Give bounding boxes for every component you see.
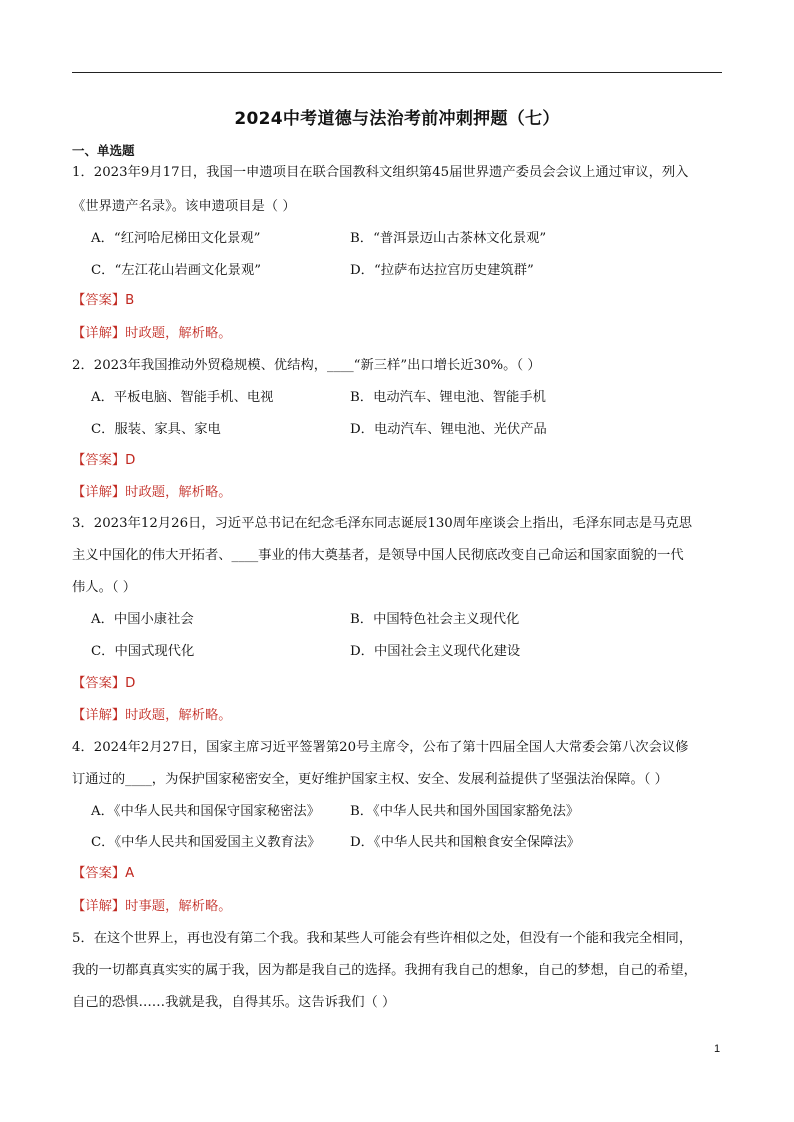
question-4-answer: 【答案】A [72,866,135,881]
question-1-line-1: 1．2023年9月17日，我国一申遗项目在联合国教科文组织第45届世界遗产委员会会议上通过审议，列入 [72,165,689,180]
question-3-detail: 【详解】时政题，解析略。 [72,708,232,723]
question-3-option-a: A．中国小康社会 [91,612,194,627]
page-number: 1 [714,1043,721,1055]
question-2-option-a: A．平板电脑、智能手机、电视 [91,390,274,405]
question-4-line-2: 订通过的____，为保护国家秘密安全，更好维护国家主权、安全、发展利益提供了坚强法治保障。（ ） [72,772,668,787]
question-5-line-2: 我的一切都真真实实的属于我，因为都是我自己的选择。我拥有我自己的想象，自己的梦想，自己的希望， [72,963,697,978]
question-3-line-2: 主义中国化的伟大开拓者、____事业的伟大奠基者，是领导中国人民彻底改变自己命运和国家面貌的一代 [72,548,684,563]
question-2-detail: 【详解】时政题，解析略。 [72,485,232,500]
question-3-line-3: 伟人。（ ） [72,580,137,595]
question-4-option-d: D．《中华人民共和国粮食安全保障法》 [350,835,581,850]
question-2-option-b: B．电动汽车、锂电池、智能手机 [350,390,546,405]
question-1-option-a: A．“红河哈尼梯田文化景观” [91,231,261,246]
question-2-option-d: D．电动汽车、锂电池、光伏产品 [350,422,547,437]
section-heading: 一、单选题 [72,143,135,158]
question-4-option-c: C．《中华人民共和国爱国主义教育法》 [91,835,321,850]
question-3-answer: 【答案】D [72,676,136,691]
question-1-option-c: C．“左江花山岩画文化景观” [91,263,262,278]
question-5-line-3: 自己的恐惧……我就是我，自得其乐。这告诉我们（ ） [72,995,396,1010]
question-5-line-1: 5．在这个世界上，再也没有第二个我。我和某些人可能会有些许相似之处，但没有一个能和我完全相同， [72,931,693,946]
question-2-answer: 【答案】D [72,453,136,468]
question-1-line-2: 《世界遗产名录》。该申遗项目是（ ） [72,199,296,214]
question-3-option-b: B．中国特色社会主义现代化 [350,612,520,627]
question-4-detail: 【详解】时事题，解析略。 [72,899,232,914]
question-3-line-1: 3．2023年12月26日，习近平总书记在纪念毛泽东同志诞辰130周年座谈会上指出，毛泽东同志是马克思 [72,516,693,531]
question-4-option-b: B．《中华人民共和国外国国家豁免法》 [350,804,580,819]
question-4-line-1: 4．2024年2月27日，国家主席习近平签署第20号主席令，公布了第十四届全国人大常委会第八次会议修 [72,740,689,755]
question-3-option-c: C．中国式现代化 [91,644,195,659]
question-1-option-b: B．“普洱景迈山古茶林文化景观” [350,231,547,246]
header-rule [72,72,722,73]
question-3-option-d: D．中国社会主义现代化建设 [350,644,521,659]
question-1-answer: 【答案】B [72,293,135,308]
question-1-option-d: D．“拉萨布达拉宫历史建筑群” [350,263,534,278]
page-title: 2024中考道德与法治考前冲刺押题（七） [234,109,560,129]
question-2-option-c: C．服装、家具、家电 [91,422,221,437]
question-1-detail: 【详解】时政题，解析略。 [72,326,232,341]
question-2-line-1: 2．2023年我国推动外贸稳规模、优结构，____“新三样”出口增长近30%。（ ） [72,358,541,373]
question-4-option-a: A．《中华人民共和国保守国家秘密法》 [91,804,320,819]
